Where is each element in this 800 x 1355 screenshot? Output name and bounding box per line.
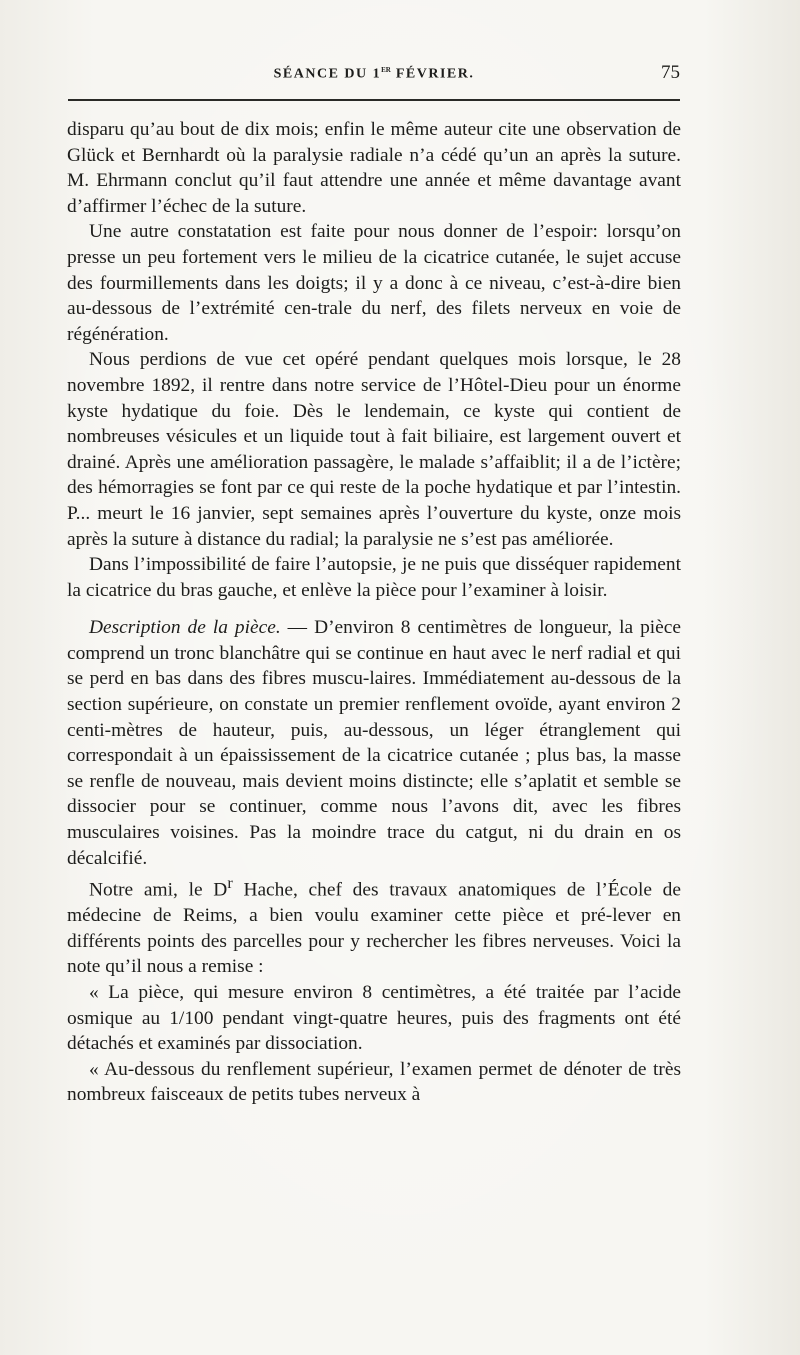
running-title-end: FÉVRIER. [390,66,475,82]
paragraph-5 [67,615,681,871]
running-title-main: SÉANCE DU 1 [273,66,382,82]
running-title-superscript: er [381,64,391,75]
paragraph-7: « La pièce, qui mesure environ 8 centimètres, a été traitée par l’acide osmique au 1/100 pendant vingt-quatre heures, puis des fragments ont été détachés et examinés par dissociation. [67,982,681,1055]
section-heading: Description de la pièce. [89,617,281,639]
paragraph-5-text: — D’environ 8 centimètres de longueur, la pièce comprend un tronc blanchâtre qui se continue en haut avec le nerf radial et qui se perd en bas dans des fibres muscu-laires. Immédiatement au-dessous de la section supérieure, on constate un premier renflement ovoïde, ayant environ 2 centi-mètres de hauteur, puis, au-dessous, un léger étranglement qui correspondait à un épaississement de la cicatrice cutanée ; plus bas, la masse se renfle de nouveau, mais devient moins distincte; elle s’aplatit et semble se dissocier pour se continuer, comme nous l’avons dit, avec les fibres musculaires voisines. Pas la moindre trace du catgut, ni du drain en os décalcifié. [67,617,681,869]
paragraph-6 [67,871,681,980]
paragraph-6-start: Notre ami, le D [89,879,228,901]
paragraph-6-text: Hache, chef des travaux anatomiques de l’École de médecine de Reims, a bien voulu examiner cette pièce et pré-lever en différents points des parcelles pour y rechercher les fibres nerveuses. Voici la note qu’il nous a remise : [67,879,681,978]
paragraph-3: Nous perdions de vue cet opéré pendant quelques mois lorsque, le 28 novembre 1892, il rentre dans notre service de l’Hôtel-Dieu pour un énorme kyste hydatique du foie. Dès le lendemain, ce kyste qui contient de nombreuses vésicules et un liquide tout à fait biliaire, est largement ouvert et drainé. Après une amélioration passagère, le malade s’affaiblit; il a de l’ictère; des hémorragies se font par ce qui reste de la poche hydatique et par l’intestin. P... meurt le 16 janvier, sept semaines après l’ouverture du kyste, onze mois après la suture à distance du radial; la paralysie ne s’est pas améliorée. [67,349,681,550]
header-rule [68,99,680,101]
running-head [68,62,680,86]
body-text [67,117,681,1108]
paragraph-2: Une autre constatation est faite pour nous donner de l’espoir: lorsqu’on presse un peu fortement vers le milieu de la cicatrice cutanée, le sujet accuse des fourmillements dans les doigts; il y a donc à ce niveau, c’est-à-dire bien au-dessous de l’extrémité cen-trale du nerf, des filets nerveux en voie de régénération. [67,221,681,345]
paragraph-1: disparu qu’au bout de dix mois; enfin le même auteur cite une observation de Glück et Bernhardt où la paralysie radiale n’a cédé qu’un an après la suture. M. Ehrmann conclut qu’il faut attendre une année et même davantage avant d’affirmer l’échec de la suture. [67,119,681,217]
page-number: 75 [661,62,680,83]
paragraph-8: « Au-dessous du renflement supérieur, l’examen permet de dénoter de très nombreux faisceaux de petits tubes nerveux à [67,1058,681,1106]
doctor-abbrev-superscript: r [227,875,233,893]
running-title [68,64,680,83]
paragraph-4: Dans l’impossibilité de faire l’autopsie, je ne puis que disséquer rapidement la cicatrice du bras gauche, et enlève la pièce pour l’examiner à loisir. [67,554,681,601]
